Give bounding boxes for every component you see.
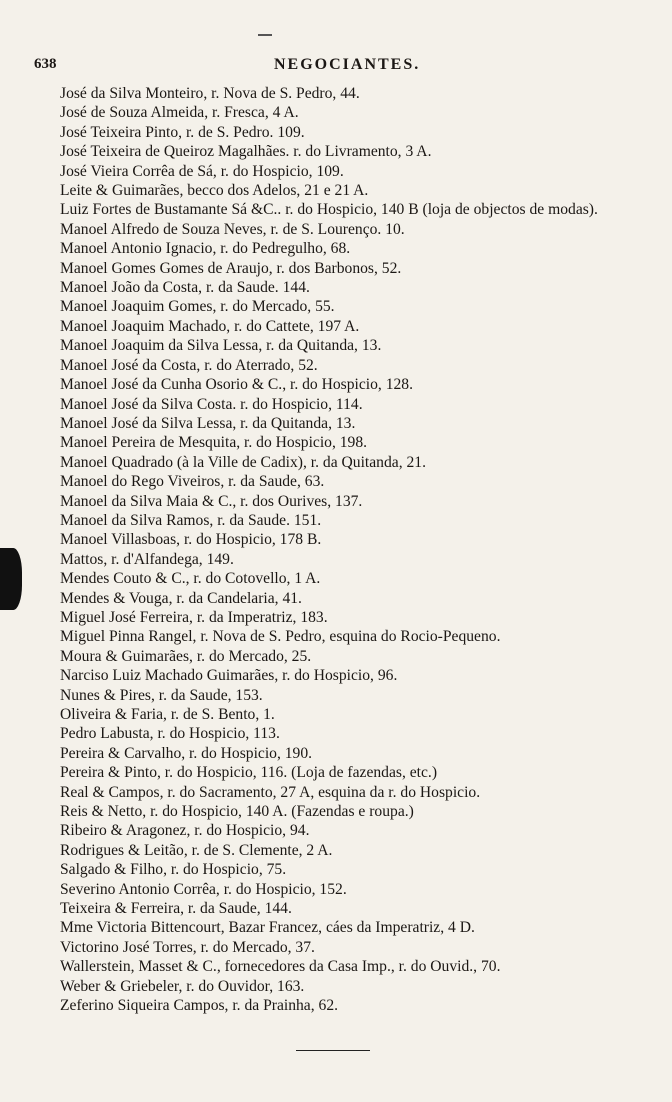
list-item: Rodrigues & Leitão, r. de S. Clemente, 2 A. <box>60 841 333 859</box>
list-item: Pereira & Carvalho, r. do Hospicio, 190. <box>60 744 313 762</box>
list-item: José Vieira Corrêa de Sá, r. do Hospicio, 109. <box>60 162 344 180</box>
list-item: Mendes & Vouga, r. da Candelaria, 41. <box>60 589 302 607</box>
page-number: 638 <box>34 56 57 72</box>
list-item: Mme Victoria Bittencourt, Bazar Francez, cáes da Imperatriz, 4 D. <box>60 919 475 937</box>
list-item: Nunes & Pires, r. da Saude, 153. <box>60 686 263 704</box>
end-rule <box>296 1050 370 1051</box>
running-head: NEGOCIANTES. <box>274 56 421 73</box>
list-item: Narciso Luiz Machado Guimarães, r. do Hospicio, 96. <box>60 667 398 685</box>
list-item: Teixeira & Ferreira, r. da Saude, 144. <box>60 900 292 918</box>
list-item: Weber & Griebeler, r. do Ouvidor, 163. <box>60 977 305 995</box>
list-item: Manoel da Silva Maia & C., r. dos Ourives, 137. <box>60 492 363 510</box>
list-item: Miguel Pinna Rangel, r. Nova de S. Pedro, esquina do Rocio-Pequeno. <box>60 628 501 646</box>
list-item: Manoel Antonio Ignacio, r. do Pedregulho, 68. <box>60 240 351 258</box>
list-item: Salgado & Filho, r. do Hospicio, 75. <box>60 861 287 879</box>
list-item: Leite & Guimarães, becco dos Adelos, 21 e 21 A. <box>60 182 369 200</box>
list-item: Manoel Joaquim Machado, r. do Cattete, 197 A. <box>60 317 360 335</box>
list-item: José de Souza Almeida, r. Fresca, 4 A. <box>60 104 299 122</box>
list-item: Manoel Joaquim da Silva Lessa, r. da Quitanda, 13. <box>60 337 382 355</box>
list-item: Manoel Villasboas, r. do Hospicio, 178 B. <box>60 531 322 549</box>
merchant-list <box>60 84 665 1016</box>
list-item: Manoel José da Costa, r. do Aterrado, 52. <box>60 356 318 374</box>
list-item: Manoel Joaquim Gomes, r. do Mercado, 55. <box>60 298 335 316</box>
list-item: Manoel da Silva Ramos, r. da Saude. 151. <box>60 511 322 529</box>
list-item: Wallerstein, Masset & C., fornecedores da Casa Imp., r. do Ouvid., 70. <box>60 958 501 976</box>
list-item: Zeferino Siqueira Campos, r. da Prainha, 62. <box>60 997 339 1015</box>
list-item: Moura & Guimarães, r. do Mercado, 25. <box>60 647 312 665</box>
list-item: José da Silva Monteiro, r. Nova de S. Pedro, 44. <box>60 85 360 102</box>
list-item: Oliveira & Faria, r. de S. Bento, 1. <box>60 706 275 723</box>
list-item: Severino Antonio Corrêa, r. do Hospicio, 152. <box>60 880 347 898</box>
list-item: Manoel do Rego Viveiros, r. da Saude, 63. <box>60 473 325 491</box>
list-item: Pedro Labusta, r. do Hospicio, 113. <box>60 725 280 743</box>
list-item: Ribeiro & Aragonez, r. do Hospicio, 94. <box>60 822 310 840</box>
list-item: Pereira & Pinto, r. do Hospicio, 116. (Loja de fazendas, etc.) <box>60 764 438 782</box>
list-item: Victorino José Torres, r. do Mercado, 37. <box>60 938 315 956</box>
list-item: Manoel João da Costa, r. da Saude. 144. <box>60 279 310 297</box>
list-item: Manoel José da Silva Costa. r. do Hospicio, 114. <box>60 395 363 413</box>
list-item: Mendes Couto & C., r. do Cotovello, 1 A. <box>60 570 321 588</box>
list-item: Mattos, r. d'Alfandega, 149. <box>60 550 234 568</box>
list-item: Luiz Fortes de Bustamante Sá &C.. r. do Hospicio, 140 B (loja de objectos de modas). <box>60 201 598 219</box>
list-item: Miguel José Ferreira, r. da Imperatriz, 183. <box>60 608 328 626</box>
list-item: Manoel Alfredo de Souza Neves, r. de S. Lourenço. 10. <box>60 220 405 238</box>
list-item: Manoel Gomes Gomes de Araujo, r. dos Barbonos, 52. <box>60 259 402 277</box>
list-item: Manoel Quadrado (à la Ville de Cadix), r. da Quitanda, 21. <box>60 453 426 471</box>
list-item: Manoel Pereira de Mesquita, r. do Hospicio, 198. <box>60 434 368 452</box>
page-header <box>34 56 642 78</box>
list-item: José Teixeira de Queiroz Magalhães. r. do Livramento, 3 A. <box>60 143 432 161</box>
print-mark <box>258 34 272 36</box>
ink-smudge <box>0 548 22 610</box>
list-item: Manoel José da Cunha Osorio & C., r. do Hospicio, 128. <box>60 376 413 394</box>
list-item: Manoel José da Silva Lessa, r. da Quitanda, 13. <box>60 414 356 432</box>
list-item: Real & Campos, r. do Sacramento, 27 A, esquina da r. do Hospicio. <box>60 783 481 801</box>
list-item: Reis & Netto, r. do Hospicio, 140 A. (Fazendas e roupa.) <box>60 803 414 821</box>
list-item: José Teixeira Pinto, r. de S. Pedro. 109. <box>60 123 305 141</box>
